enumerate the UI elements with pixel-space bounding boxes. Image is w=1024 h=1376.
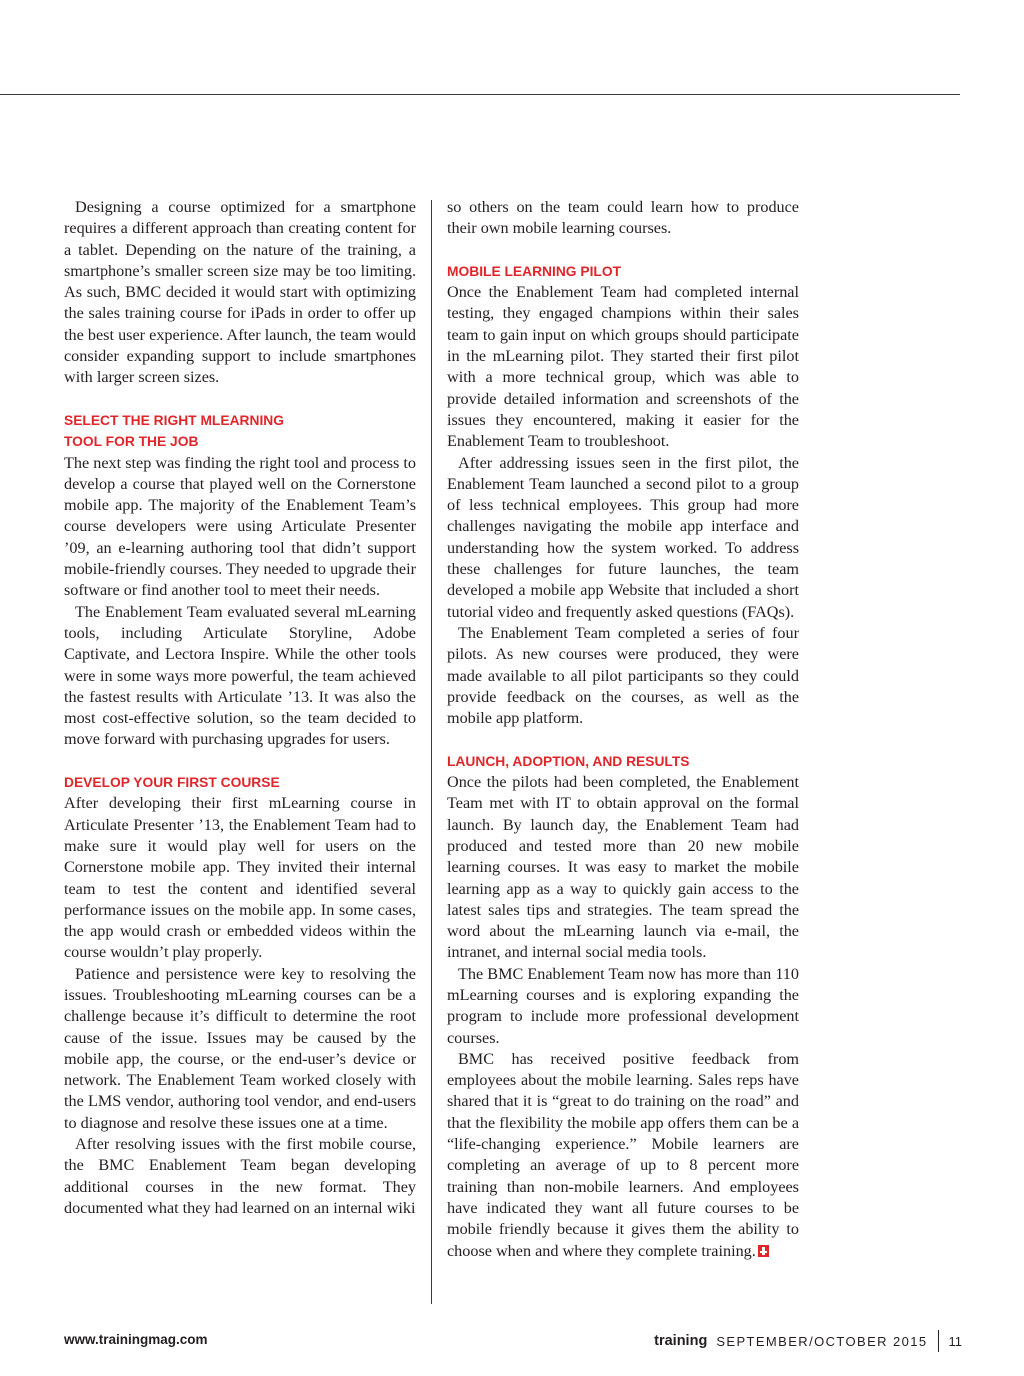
right-column xyxy=(447,197,799,1262)
top-rule xyxy=(0,94,960,95)
paragraph: Patience and persistence were key to resolving the issues. Troubleshooting mLearning courses can be a challenge because it’s difficult to determine the root cause of the issue. Issues may be caused by the mobile app, the course, or the end-user’s device or network. The Enablement Team worked closely with the LMS vendor, authoring tool vendor, and end-users to diagnose and resolve these issues one at a time. xyxy=(64,964,416,1132)
paragraph: The Enablement Team evaluated several mLearning tools, including Articulate Storyline, Adobe Captivate, and Lectora Inspire. While the other tools were in some ways more powerful, the team achieved the fastest results with Articulate ’13. It was also the most cost-effective solution, so the team decided to move forward with purchasing upgrades for users. xyxy=(64,602,416,749)
paragraph: so others on the team could learn how to produce their own mobile learning courses. xyxy=(447,198,799,238)
end-of-article-icon xyxy=(758,1245,769,1257)
section-heading-launch-results: LAUNCH, ADOPTION, AND RESULTS xyxy=(447,753,690,769)
heading-line: SELECT THE RIGHT MLEARNING xyxy=(64,412,284,428)
column-divider xyxy=(431,200,432,1304)
issue-date: SEPTEMBER/OCTOBER 2015 xyxy=(716,1333,928,1349)
page-footer xyxy=(0,1330,1024,1354)
magazine-brand: training xyxy=(654,1333,708,1349)
final-paragraph-text: BMC has received positive feedback from employees about the mobile learning. Sales reps have shared that it is “great to do training on the road” and that the flexibility the mobile app offers them can be a “life-changing experience.” Mobile learners are completing an average of up to 8 percent more training than non-mobile learners. And employees have indicated they want all future courses to be mobile friendly because it gives them the ability to choose when and where they complete training. xyxy=(447,1049,799,1260)
spacer xyxy=(447,240,799,261)
section-heading-mobile-pilot: MOBILE LEARNING PILOT xyxy=(447,263,621,279)
paragraph: After resolving issues with the first mobile course, the BMC Enablement Team began developing additional courses in the new format. They documented what they had learned on an internal wiki xyxy=(64,1135,416,1217)
spacer xyxy=(447,729,799,750)
footer-url-link[interactable]: www.trainingmag.com xyxy=(64,1332,208,1347)
footer-folio xyxy=(654,1330,962,1352)
section-heading-select-tool xyxy=(64,410,416,453)
left-column xyxy=(64,197,416,1219)
page-number: 11 xyxy=(948,1333,962,1349)
paragraph: The BMC Enablement Team now has more than 110 mLearning courses and is exploring expanding the program to include more professional development courses. xyxy=(447,964,799,1047)
paragraph: Once the pilots had been completed, the Enablement Team met with IT to obtain approval on the formal launch. By launch day, the Enablement Team had produced and tested more than 20 new mobile learning courses. It was easy to market the mobile learning app as a way to quickly gain access to the latest sales tips and strategies. The team spread the word about the mLearning launch via e-mail, the intranet, and internal social media tools. xyxy=(447,773,799,962)
section-heading-develop-course: DEVELOP YOUR FIRST COURSE xyxy=(64,775,280,791)
paragraph: The next step was finding the right tool and process to develop a course that played well on the Cornerstone mobile app. The majority of the Enablement Team’s course developers were using Articulate Presenter ’09, an e-learning authoring tool that didn’t support mobile-friendly courses. They needed to upgrade their software or find another tool to meet their needs. xyxy=(64,453,416,600)
paragraph: After developing their first mLearning course in Articulate Presenter ’13, the Enablement Team had to make sure it would play well for users on the Cornerstone mobile app. They invited their internal team to test the content and identified several performance issues on the mobile app. In some cases, the app would crash or embedded videos within the course wouldn’t play properly. xyxy=(64,794,416,962)
heading-line: TOOL FOR THE JOB xyxy=(64,434,199,450)
paragraph: Once the Enablement Team had completed internal testing, they engaged champions within their sales team to gain input on which groups should participate in the mLearning pilot. They started their first pilot with a more technical group, which was able to provide detailed information and screenshots of the issues they encountered, making it easier for the Enablement Team to troubleshoot. xyxy=(447,283,799,451)
paragraph-final xyxy=(447,1049,799,1262)
spacer xyxy=(64,751,416,772)
paragraph: Designing a course optimized for a smartphone requires a different approach than creating content for a tablet. Depending on the nature of the training, a smartphone’s smaller screen size may be too limiting. As such, BMC decided it would start with optimizing the sales training course for iPads in order to offer up the best user experience. After launch, the team would consider expanding support to include smartphones with larger screen sizes. xyxy=(64,198,416,387)
folio-divider xyxy=(938,1330,939,1352)
paragraph: The Enablement Team completed a series of four pilots. As new courses were produced, they were made available to all pilot participants so they could provide feedback on the courses, as well as the mobile app platform. xyxy=(447,623,799,728)
spacer xyxy=(64,389,416,410)
paragraph: After addressing issues seen in the first pilot, the Enablement Team launched a second pilot to a group of less technical employees. This group had more challenges navigating the mobile app interface and understanding how the system worked. To address these challenges for future launches, the team developed a mobile app Website that included a short tutorial video and frequently asked questions (FAQs). xyxy=(447,453,799,621)
